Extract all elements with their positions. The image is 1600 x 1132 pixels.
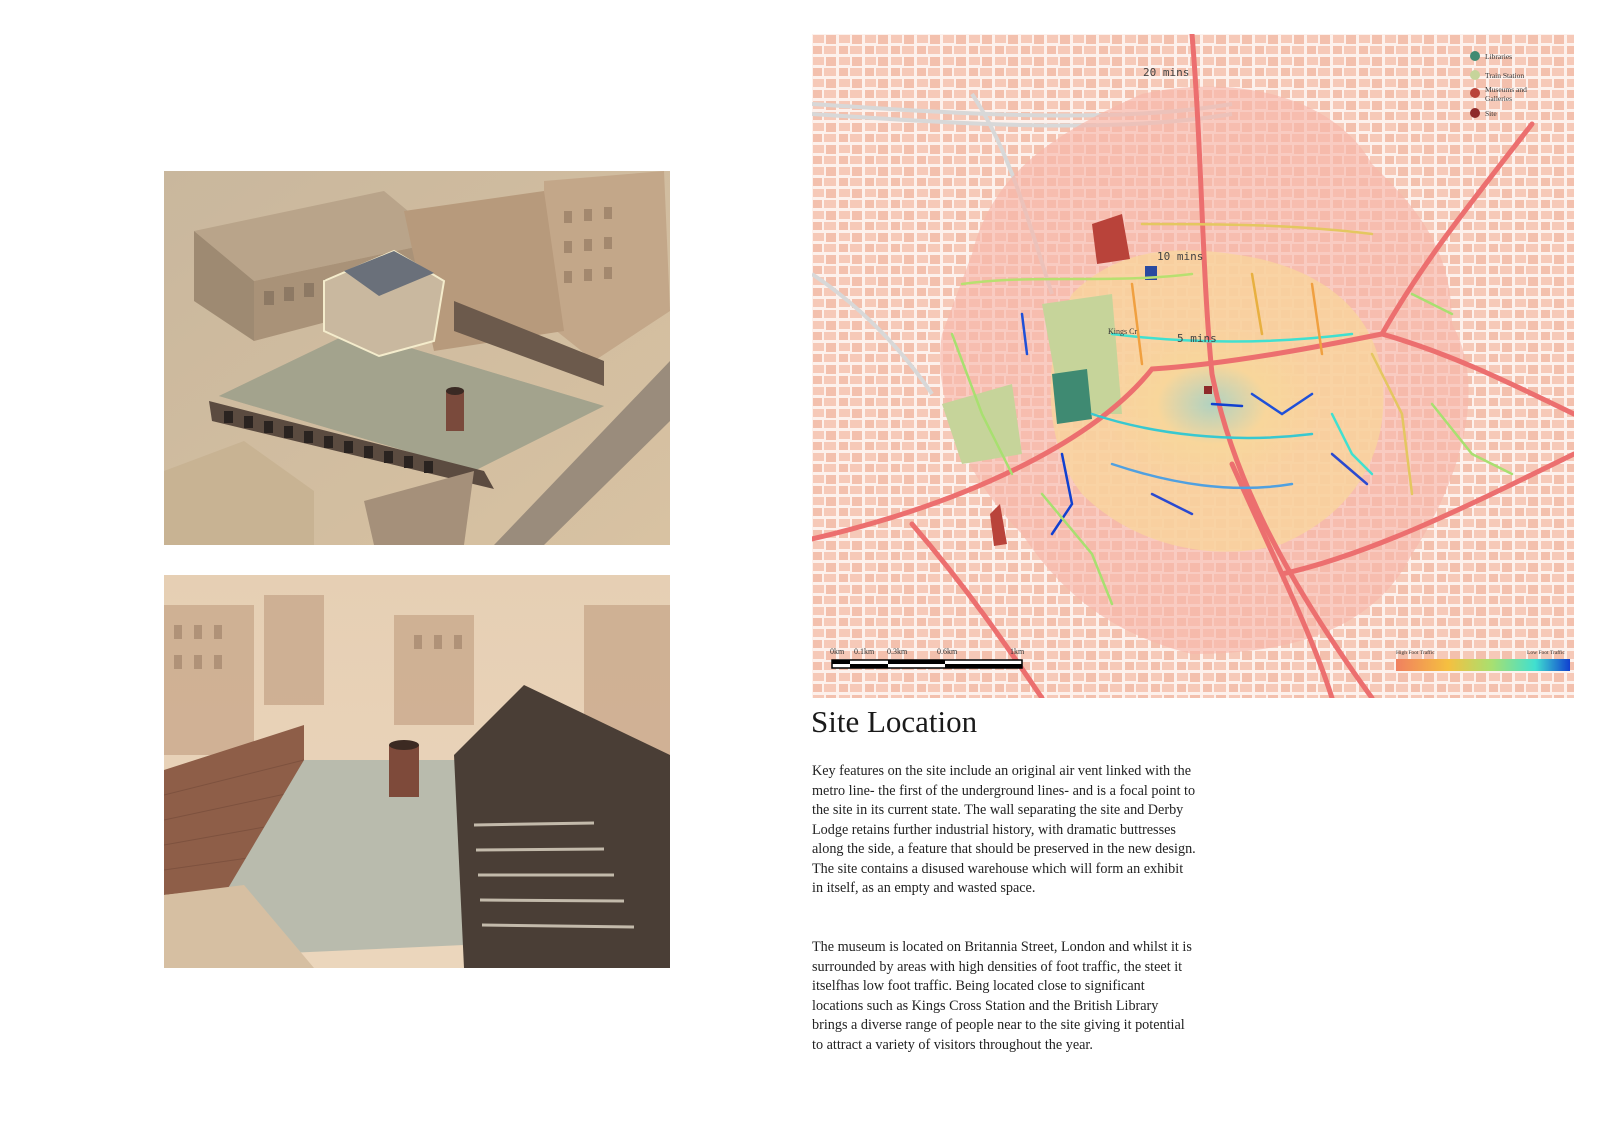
description-paragraph-1: Key features on the site include an original air vent linked with the metro line- the first of the underground lines- and is a focal point to the site in its current state. The wall separating the site and Derby Lodge retains further industrial history, with dramatic buttresses along the side, a feature that should be preserved in the new design. The site contains a disused warehouse which will form an exhibit in itself, as an empty and wasted space.	[812, 763, 1196, 896]
scale-label-0: 0km	[830, 647, 845, 656]
traffic-high-label: High Foot Traffic	[1396, 650, 1435, 656]
legend-swatch-train-station	[1470, 70, 1480, 80]
scale-label-3: 0.6km	[937, 647, 958, 656]
page-title: Site Location	[811, 704, 978, 739]
description-paragraph-2: The museum is located on Britannia Street, London and whilst it is surrounded by areas with high densities of foot traffic, the steet it itselfhas low foot traffic. Being located close to significant locations such as Kings Cross Station and the British Library brings a diverse range of people near to the site giving it potential to attract a variety of visitors throughout the year.	[812, 939, 1192, 1053]
site-location-map	[812, 34, 1574, 698]
aerial-photo-bottom	[164, 575, 670, 968]
legend-swatch-site	[1470, 108, 1480, 118]
legend-swatch-museums	[1470, 88, 1480, 98]
legend-label-train-station: Train Station	[1485, 71, 1525, 80]
legend-label-site: Site	[1485, 109, 1497, 118]
isochrone-label-20: 20 mins	[1143, 66, 1190, 79]
scale-label-2: 0.3km	[887, 647, 908, 656]
traffic-gradient-bar	[1396, 659, 1570, 671]
isochrone-label-5: 5 mins	[1177, 332, 1217, 345]
isochrone-label-10: 10 mins	[1157, 250, 1204, 263]
scale-label-1: 0.1km	[854, 647, 875, 656]
traffic-low-label: Low Foot Traffic	[1527, 650, 1565, 656]
legend-label-museums: Museums and Galleries	[1485, 85, 1527, 103]
place-label-kings-cross: Kings Cr	[1108, 327, 1138, 336]
legend-swatch-libraries	[1470, 51, 1480, 61]
scale-label-4: 1km	[1010, 647, 1025, 656]
legend-label-libraries: Libraries	[1485, 52, 1513, 61]
aerial-photo-top	[164, 171, 670, 545]
